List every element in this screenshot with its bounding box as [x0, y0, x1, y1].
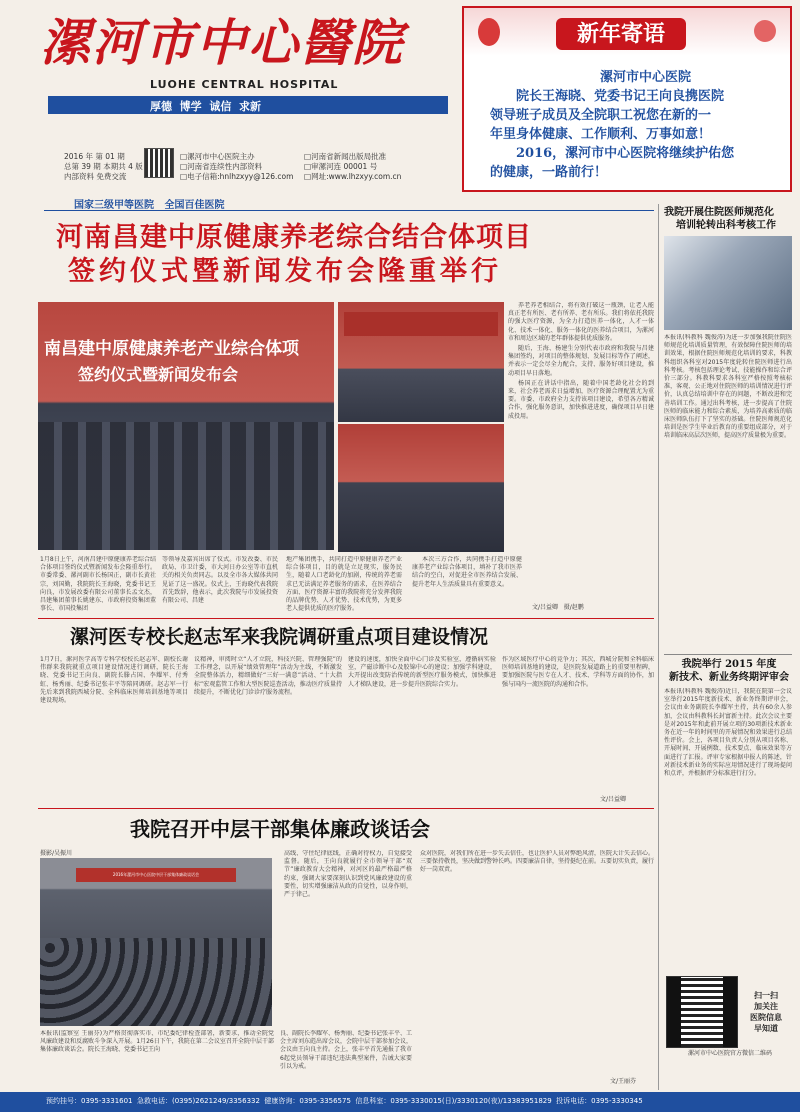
section-divider-1 — [38, 618, 654, 619]
masthead-qr-code — [144, 148, 174, 178]
greeting-badge: 新年寄语 — [556, 18, 686, 50]
signing-banner — [344, 312, 498, 336]
sidebar-divider — [664, 654, 792, 655]
approval-info: □河南省新闻出版局批准 □审漯河连 00001 号 □网址:www.lhzxyy.com.cn — [304, 152, 402, 181]
story2-headline: 漯河医专校长赵志军来我院调研重点项目建设情况 — [70, 626, 489, 648]
story2-column-2: 议精神，审阅时立“人才立院，科技兴院、管理强院”的工作理念，以开展“绩效管理年”活动为主线，不断激发全院整体活力，精细做好“三好一满意”活动、“十大指标”宏观监管工作和大型医院巡查活动，推动医疗质量持续提升，不断优化门诊诊疗服务流程。 — [194, 656, 342, 696]
lead-photo-people — [38, 422, 334, 550]
lead-column-4: 本次三方合作，共同携手打造中原健康养老产业综合体项目，填补了我市医养结合的空白，对促进全市医养结合发展、提升老年人生活质量具有重要意义。 — [412, 556, 522, 588]
issue-number: 01 — [105, 152, 115, 161]
lead-right-column: 养老养老相结合，将有效打破这一瓶颈，让老人能真正老有所医、老有所养、老有所乐。我们将依托我院的强大医疗资源，为全力打造医养一体化，人才一体化、技术一体化、服务一体化的医养结合项目，为漯河市和周边区域的老年群体提供优质服务。 随后，王海、杨建生分别代表市政府和我院与昌建集团签约，对项目的整体规划、发展目标等作了阐述，并表示一定会尽全力配合，支持、服务好项目建设，推动项目早日落地。 杨国正在讲话中指出，随着中国老龄化社会的到来，社会养老需求日益增加，医疗资源合理配置尤为重要。市委、市政府全力支持该项目建设，希望各方精诚合作，强化服务意识，加快推进进度，确保项目早日建成投用。 — [508, 302, 654, 420]
greeting-text: 漯河市中心医院 院长王海晓、党委书记王向良携医院 领导班子成员及全院职工祝您在新的一 年里身体健康、工作顺利、万事如意！ 2016，漯河市中心医院将继续护佑您 的健康，一路前行！ — [490, 70, 735, 180]
section-divider-2 — [38, 808, 654, 809]
story2-byline: 文/吕益卿 — [600, 796, 627, 803]
lead-photo-ceremony — [338, 424, 504, 552]
story3-column-3: 众对医院，对我们所在进一步失去信任，也让医护人员对弊绝风清，医院大计失去信心。三要保持敬畏，坚决做到警钟长鸣。四要廉洁自律，坚持挺纪在前。五要切实负责，履行好一岗双责。 — [420, 850, 654, 874]
qr-caption: 漯河市中心医院官方微信二维码 — [687, 1050, 772, 1057]
issue-info: 2016 年 第 01 期 总第 39 期 本期共 4 版 内部资料 免费交流 — [64, 152, 143, 181]
lead-photo-banner-text: 南昌建中原健康养老产业综合体项 — [44, 339, 299, 359]
meeting-audience — [40, 938, 272, 1026]
sidebar-rule — [658, 204, 659, 1090]
masthead — [0, 0, 452, 194]
photo-credit: 摄影/吴振川 — [40, 850, 73, 857]
lantern-icon — [478, 18, 500, 46]
paper-title-en: LUOHE CENTRAL HOSPITAL — [150, 78, 339, 91]
wechat-qr-code[interactable] — [666, 976, 738, 1048]
lead-photo-main — [38, 302, 334, 550]
story2-column-4: 作为区域医疗中心的竞争力；其次，西城分院和全科临床医师培训基地的建设，是医院发展道路上的重要里程碑，要加强医院与医专在人才、技术、学科等方面的协作，加强与国内一流医院的沟通和合作。 — [502, 656, 654, 688]
story2-column-1: 1月7日，漯河医学高等专科学校校长赵志军、副校长谢伟群来我院就重点项目建设情况进行调研，院长王海晓、党委书记王向良、副院长滕占国、李耀军、付秀虹、杨秀丽、纪委书记张丰平等陪同调研。赵志军一行先后来到我院西城分院、全科临床医师培训基地等项目建设现场。 — [40, 656, 188, 705]
lead-column-3: 地产集团携手，共同打造中原健康养老产业综合体项目，目的就是立足现实，服务民生，随着人口老龄化的加剧，传统的养老需求已无法满足养老服务的需求，在医养结合方面、医疗资源丰富的我院将充分发挥我院的品牌优势、人才优势、技术优势，为更多老人提供优质的医疗服务。 — [286, 556, 402, 612]
lead-column-1: 1月8日上午，河南昌建中原健康养老综合结合体项目签约仪式暨新闻发布会隆重举行。市委常委、漯河副市长杨国正，副市长黄社宗，刘国勤，我院院长王海晓，党委书记王向良，市发展改委有限公司董事长孟文杰，昌建集团董事长姚建东、市政府投资集团董事长、市国投集团 — [40, 556, 156, 612]
meeting-banner-text: 2016年漯河市中心医院中层干部集体廉政谈话会 — [112, 872, 200, 877]
blossom-icon — [754, 20, 776, 42]
side1-photo — [664, 236, 792, 330]
story3-caption: 本报讯(监察室 王丽芬)为严格贯彻落实市、市纪委纪律检查部署，新要求，推动全院党风廉政建设和反腐败斗争深入开展。1月26日下午，我院在第二会议室召开全院中层干部集体廉政谈话会。院长王海晓、党委书记王向 — [40, 1030, 274, 1054]
story3-byline: 文/王丽芬 — [610, 1078, 637, 1085]
issue-year: 2016 — [64, 152, 84, 161]
lead-headline-1: 河南昌建中原健康养老综合结合体项目 — [56, 222, 532, 253]
story3-column-2: 高线、守住纪律底线，正确对待权力，自觉接受监督。随后，王向良就履行全市领导干部“双节”廉政教育大会精神，对河区的最严格最严格约束，强调大家要深刻认识到党风廉政建设的重要性，切实增强廉洁从政的自觉性，以身作则，严于律己。 — [284, 850, 412, 899]
qr-label: 扫一扫 加关注 医院信息 早知道 — [750, 991, 782, 1033]
lead-column-2: 等领导及嘉宾出席了仪式。市发改委、市民政局、市卫计委，市大河日办公室等市直机关的相关负责同志。以及全市各大媒体共同见证了这一盛况。仪式上，王海晓代表我院首先致辞，他表示，此次我院与市发展投资有限公司、昌建 — [162, 556, 278, 605]
side1-text: 本报讯(科教科 魏俊涛)为进一步加强我院住院医师规范化培训质量管理，有效保障住院医师的培训效果，根据住院医师规范化培训的要求，科教科组织各科室对2015年度轮转住院医师进行出科考核。考核包括理论考试、技能操作和综合评价三部分。科教科要求各科室严格按照考核标准，客观、公正地对住院医师的培训情况进行评价，认真总结培训中存在的问题，不断改进和完善培训工作。通过出科考核，进一步提高了住院医师的临床能力和综合素质，为培养高素质的临床医师队伍打下了坚实的基础。住院医师规范化培训是医学生毕业后教育的重要组成部分，对于培训临床高层次医师，提高医疗质量极为重要。 — [664, 334, 792, 440]
publisher-info: □漯河市中心医院主办 □河南省连续性内部资料 □电子信箱:hnlhzxyy@126.com — [180, 152, 294, 181]
lead-photo-banner-text-2: 签约仪式暨新闻发布会 — [78, 365, 239, 384]
story3-column-1: 良、副院长李耀军、杨秀丽、纪委书记张丰平、工会主席刘东彪出席会议，会院中层干部参加会议，会议由王向良主持。会上，张丰平首先通报了我市6起党员领导干部违纪违法典型案件，告诫大家要引以为戒。 — [280, 1030, 412, 1070]
side2-text: 本报讯(科教科 魏俊涛)近日，我院在院第一会议室举行2015年度新技术、新业务终期评审会，会议由业务副院长李耀军主持，共有60余人参加，会议由科教科长封富新主持。此次会议主要是对2015年和此前开展立项的30项新技术新业务在近一年的时间里的开展情况和效果进行总结性评价。会上，各项目负责人分别从项目名称、开展时间、开展例数、技术要点、临床效果等方面进行了汇报。评审专家根据申报人的陈述，针对新技术新业务的实际应用情况进行了现场提问和点评，并根据评分标准进行打分。 — [664, 688, 792, 778]
story3-photo — [40, 858, 272, 1026]
side2-headline: 我院举行 2015 年度 新技术、新业务终期评审会 — [669, 659, 789, 683]
story3-headline: 我院召开中层干部集体廉政谈话会 — [130, 817, 430, 841]
paper-title: 漯河市中心醫院 — [40, 13, 404, 72]
story2-column-3: 建设的速度，加快全面中心门诊及实验室，遵循病实验室，产磁诊断中心及胶锦中心的建设；加强学科建设，大开提出改变防治传统的新型医疗服务模式，加快推进人才梯队建设，进一步提升医院综合实力。 — [348, 656, 496, 688]
lead-headline-2: 签约仪式暨新闻发布会隆重举行 — [68, 256, 502, 287]
hospital-grade: 国家三级甲等医院 全国百佳医院 — [74, 200, 225, 211]
motto: 厚德 博学 诚信 求新 — [150, 100, 261, 113]
lead-byline: 文/吕益卿 摄/赵鹏 — [532, 604, 584, 611]
new-year-greeting — [462, 6, 792, 192]
footer-contacts: 预约挂号：0395-3331601 急救电话：(0395)2621249/3356332 健康咨询：0395-3356575 信息科室：0395-3330015(日)/3330120(夜)/13383951829 投诉电话：0395-3330345 — [46, 1097, 643, 1105]
side1-headline: 我院开展住院医师规范化 培训轮转出科考核工作 — [664, 207, 776, 231]
lead-photo-signing — [338, 302, 504, 422]
